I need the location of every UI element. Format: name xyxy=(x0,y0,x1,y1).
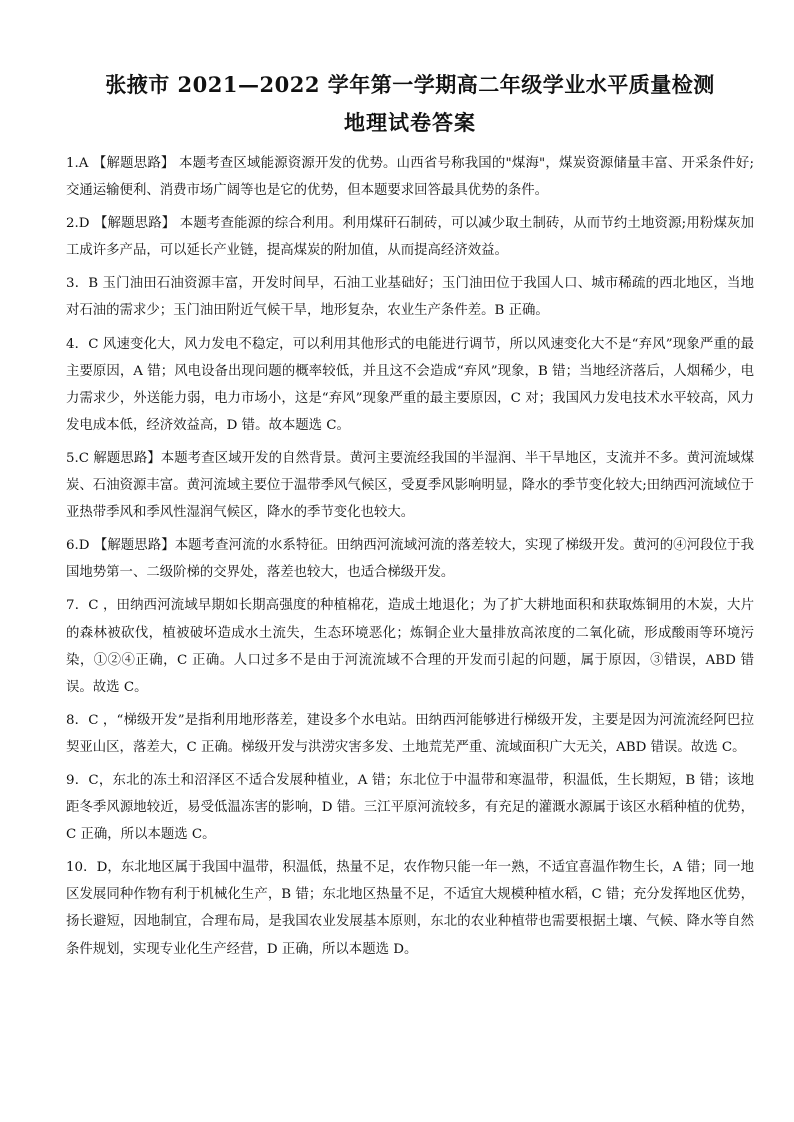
answer-list xyxy=(66,150,754,963)
answer-item-6: 6.D 【解题思路】本题考查河流的水系特征。田纳西河流域河流的落差较大，实现了梯级开发。黄河的④河段位于我国地势第一、二级阶梯的交界处，落差也较大，也适合梯级开发。 xyxy=(66,538,754,581)
page-subtitle: 地理试卷答案 xyxy=(344,110,476,135)
answer-item-7: 7．C ，田纳西河流域早期如长期高强度的种植棉花，造成土地退化；为了扩大耕地面积和获取炼铜用的木炭，大片的森林被砍伐，植被破坏造成水土流失，生态环境恶化；炼铜企业大量排放高浓度的二氧化硫，形成酸雨等环境污染，①②④正确，C 正确。人口过多不是由于河流流域不合理的开发而引起的问题，属于原因，③错误，ABD 错误。故选 C。 xyxy=(66,598,754,695)
answer-item-5: 5.C 解题思路】本题考查区域开发的自然背景。黄河主要流经我国的半湿润、半干旱地区，支流并不多。黄河流域煤炭、石油资源丰富。黄河流域主要位于温带季风气候区，受夏季风影响明显，降水的季节变化较大;田纳西河流域位于亚热带季风和季风性湿润气候区，降水的季节变化也较大。 xyxy=(66,450,754,521)
answer-item-8: 8．C ，“梯级开发”是指利用地形落差，建设多个水电站。田纳西河能够进行梯级开发，主要是因为河流流经阿巴拉契亚山区，落差大，C 正确。梯级开发与洪涝灾害多发、土地荒芜严重、流域面积广大无关，ABD 错误。故选 C。 xyxy=(66,712,754,755)
answer-item-1: 1.A 【解题思路】 本题考查区域能源资源开发的优势。山西省号称我国的"煤海"，煤炭资源储量丰富、开采条件好;交通运输便利、消费市场广阔等也是它的优势，但本题要求回答最具优势的条件。 xyxy=(66,156,754,199)
answer-item-2: 2.D 【解题思路】 本题考查能源的综合利用。利用煤矸石制砖，可以减少取土制砖，从而节约土地资源;用粉煤灰加工成许多产品，可以延长产业链，提高煤炭的附加值，从而提高经济效益。 xyxy=(66,216,754,259)
page-title: 张掖市 2021—2022 学年第一学期高二年级学业水平质量检测 xyxy=(105,72,715,97)
answer-item-4: 4．C 风速变化大，风力发电不稳定，可以利用其他形式的电能进行调节，所以风速变化大不是“弃风”现象严重的最主要原因，A 错；风电设备出现问题的概率较低，并且这不会造成“弃风”现象，B 错；当地经济落后，人烟稀少，电力需求少，外送能力弱，电力市场小，这是“弃风”现象严重的最主要原因，C 对；我国风力发电技术水平较高，风力发电成本低，经济效益高，D 错。故本题选 C。 xyxy=(66,336,754,433)
answer-item-9: 9．C，东北的冻土和沼泽区不适合发展种植业，A 错；东北位于中温带和寒温带，积温低，生长期短，B 错；该地距冬季风源地较近，易受低温冻害的影响，D 错。三江平原河流较多，有充足的灌溉水源属于该区水稻种植的优势，C 正确，所以本题选 C。 xyxy=(66,772,754,843)
answer-item-10: 10．D，东北地区属于我国中温带，积温低，热量不足，农作物只能一年一熟，不适宜喜温作物生长，A 错；同一地区发展同种作物有利于机械化生产，B 错；东北地区热量不足，不适宜大规模种植水稻，C 错；充分发挥地区优势，扬长避短，因地制宜，合理布局，是我国农业发展基本原则，东北的农业种植带也需要根据土壤、气候、降水等自然条件规划，实现专业化生产经营，D 正确，所以本题选 D。 xyxy=(66,860,754,957)
answer-item-3: 3．B 玉门油田石油资源丰富，开发时间早，石油工业基础好；玉门油田位于我国人口、城市稀疏的西北地区，当地对石油的需求少；玉门油田附近气候干旱，地形复杂，农业生产条件差。B 正确。 xyxy=(66,276,754,319)
